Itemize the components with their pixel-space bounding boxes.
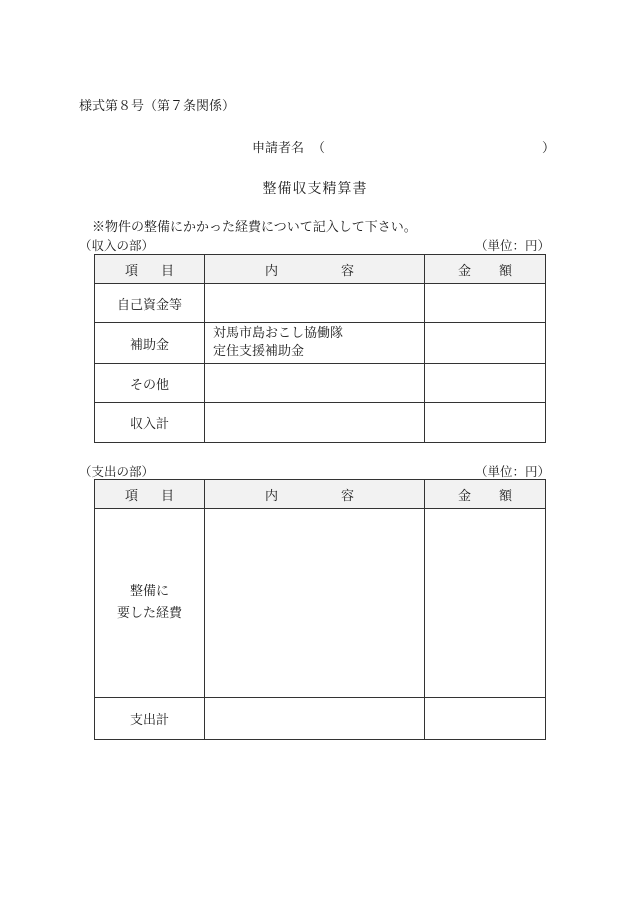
table-row xyxy=(95,509,546,698)
total-label: 支出計 xyxy=(95,698,205,740)
row-label: その他 xyxy=(95,364,205,403)
applicant-name-label: 申請者名 xyxy=(252,141,305,156)
header-content: 内 容 xyxy=(205,480,425,509)
row-label: 整備に 要した経費 xyxy=(95,509,205,698)
row-content-field[interactable] xyxy=(205,364,425,403)
table-header-row xyxy=(95,255,546,284)
expense-unit-label: （単位：円） xyxy=(474,464,550,479)
applicant-name-open-paren: （ xyxy=(312,141,326,156)
row-label: 補助金 xyxy=(95,323,205,364)
applicant-name-close-paren: ） xyxy=(542,141,556,156)
header-amount: 金 額 xyxy=(425,480,546,509)
content-line: 対馬市島おこし協働隊 xyxy=(213,326,344,341)
row-content-field[interactable] xyxy=(205,698,425,740)
row-content-field[interactable] xyxy=(205,323,425,364)
table-row xyxy=(95,698,546,740)
row-content-field[interactable] xyxy=(205,509,425,698)
form-number: 様式第８号（第７条関係） xyxy=(79,99,236,114)
row-label: 自己資金等 xyxy=(95,284,205,323)
row-amount-field[interactable] xyxy=(425,403,546,443)
income-section-label: （収入の部） xyxy=(79,238,155,253)
row-amount-field[interactable] xyxy=(425,509,546,698)
table-row xyxy=(95,403,546,443)
row-amount-field[interactable] xyxy=(425,284,546,323)
instruction-text: ※物件の整備にかかった経費について記入して下さい。 xyxy=(92,220,417,235)
document-title: 整備収支精算書 xyxy=(262,181,368,197)
header-item: 項 目 xyxy=(95,255,205,284)
row-amount-field[interactable] xyxy=(425,698,546,740)
table-row xyxy=(95,284,546,323)
table-row xyxy=(95,323,546,364)
header-amount: 金 額 xyxy=(425,255,546,284)
row-amount-field[interactable] xyxy=(425,364,546,403)
table-header-row xyxy=(95,480,546,509)
header-item: 項 目 xyxy=(95,480,205,509)
income-table xyxy=(94,254,546,443)
total-label: 収入計 xyxy=(95,403,205,443)
row-content-field[interactable] xyxy=(205,403,425,443)
income-unit-label: （単位：円） xyxy=(474,238,550,253)
table-row xyxy=(95,364,546,403)
expense-section-label: （支出の部） xyxy=(79,464,155,479)
row-amount-field[interactable] xyxy=(425,323,546,364)
expense-table xyxy=(94,479,546,740)
header-content: 内 容 xyxy=(205,255,425,284)
content-line: 定住支援補助金 xyxy=(213,344,305,359)
row-content-field[interactable] xyxy=(205,284,425,323)
